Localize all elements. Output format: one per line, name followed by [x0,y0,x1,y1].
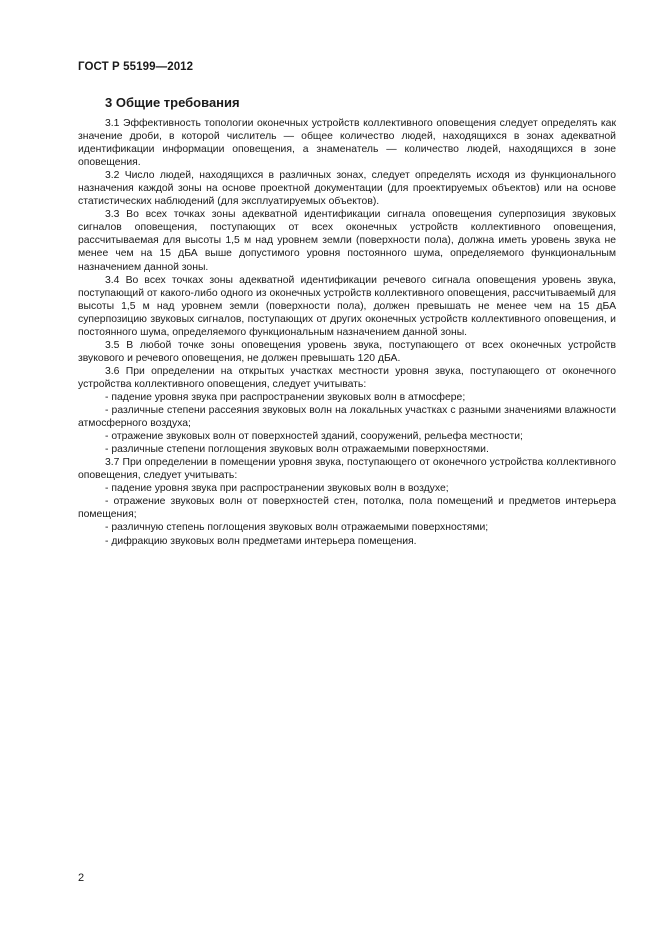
list-item: - отражение звуковых волн от поверхностей зданий, сооружений, рельефа местности; [105,431,523,443]
paragraph-3-1: 3.1 Эффективность топологии оконечных устройств коллективного оповещения следует определять как значение дроби, в которой числитель — общее количество людей, находящихся в зонах адекватной идентификации информации оповещения, а знаменатель — количество людей, находящихся в зоне оповещения. [78,118,616,169]
list-item: - различные степени поглощения звуковых волн отражаемыми поверхностями. [105,444,489,456]
paragraph-3-6: 3.6 При определении на открытых участках местности уровня звука, поступающего от оконечного устройства коллективного оповещения, следует учитывать: [78,365,616,390]
list-item: - различные степени рассеяния звуковых волн на локальных участках с разными значениями влажности атмосферного воздуха; [78,405,616,430]
paragraph-3-4: 3.4 Во всех точках зоны адекватной идентификации речевого сигнала оповещения уровень звука, поступающий от какого-либо одного из оконечных устройств коллективного оповещения, рассчитываемый для высоты 1,5 м над уровнем земли (поверхности пола), должен превышать не менее чем на 15 дБА суперпозицию звуковых сигналов, поступающих от других оконечных устройств коллективного оповещения, и постоянного шума, определяемого функциональным назначением данной зоны. [78,274,616,338]
section-title: 3 Общие требования [105,95,240,110]
section-body [78,117,616,548]
paragraph-3-3: 3.3 Во всех точках зоны адекватной идентификации сигнала оповещения суперпозиция звуковых сигналов оповещения, поступающих от всех оконечных устройств коллективного оповещения, рассчитываемая для высоты 1,5 м над уровнем земли (поверхности пола), должна иметь уровень звука не менее чем на 15 дБА выше допустимого уровня постоянного шума, определяемого функциональным назначением данной зоны. [78,209,616,273]
list-item: - отражение звуковых волн от поверхностей стен, потолка, пола помещений и предметов интерьера помещения; [78,496,616,521]
list-item: - падение уровня звука при распространении звуковых волн в воздухе; [105,483,449,495]
paragraph-3-7: 3.7 При определении в помещении уровня звука, поступающего от оконечного устройства коллективного оповещения, следует учитывать: [78,457,616,482]
standard-code-header: ГОСТ Р 55199—2012 [78,61,194,73]
paragraph-3-2: 3.2 Число людей, находящихся в различных зонах, следует определять исходя из функционального назначения каждой зоны на основе проектной документации (для проектируемых объектов) или на основе статистических наблюдений (для эксплуатируемых объектов). [78,170,616,208]
list-item: - дифракцию звуковых волн предметами интерьера помещения. [105,535,417,547]
paragraph-3-5: 3.5 В любой точке зоны оповещения уровень звука, поступающего от всех оконечных устройств звукового и речевого оповещения, не должен превышать 120 дБА. [78,339,616,364]
list-item: - падение уровня звука при распространении звуковых волн в атмосфере; [105,391,466,403]
page-number: 2 [78,872,85,884]
list-item: - различную степень поглощения звуковых волн отражаемыми поверхностями; [105,522,489,534]
